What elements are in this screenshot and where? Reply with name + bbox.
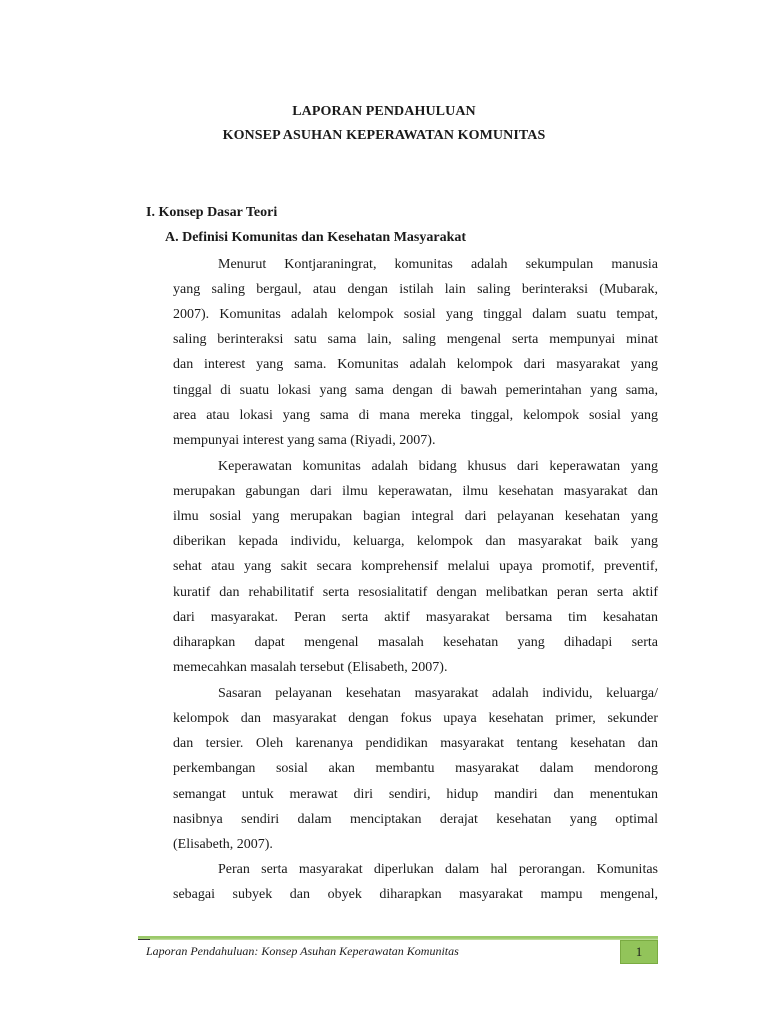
document-title: LAPORAN PENDAHULUAN [292, 104, 476, 119]
paragraph-line: Keperawatan komunitas adalah bidang khusus dari keperawatan yang [218, 459, 658, 474]
paragraph-line: Sasaran pelayanan kesehatan masyarakat adalah individu, keluarga/ [218, 686, 658, 701]
paragraph-line: perkembangan sosial akan membantu masyarakat dalam mendorong [173, 761, 658, 776]
paragraph-line: diharapkan dapat mengenal masalah kesehatan yang dihadapi serta [173, 635, 658, 650]
paragraph-line: tinggal di suatu lokasi yang sama dengan di bawah pemerintahan yang sama, [173, 383, 658, 398]
document-subtitle: KONSEP ASUHAN KEPERAWATAN KOMUNITAS [222, 128, 546, 143]
paragraph-line: yang saling bergaul, atau dengan istilah lain saling berinteraksi (Mubarak, [173, 282, 658, 297]
paragraph-line: kelompok dan masyarakat dengan fokus upaya kesehatan primer, sekunder [173, 711, 658, 726]
paragraph-line: 2007). Komunitas adalah kelompok sosial yang tinggal dalam suatu tempat, [173, 307, 658, 322]
paragraph-line: Menurut Kontjaraningrat, komunitas adalah sekumpulan manusia [218, 257, 658, 272]
paragraph-line: sebagai subyek dan obyek diharapkan masyarakat mampu mengenal, [173, 887, 658, 902]
paragraph-line: sehat atau yang sakit secara komprehensif melalui upaya promotif, preventif, [173, 559, 658, 574]
footer-rule-tick [138, 939, 150, 940]
paragraph-line: Peran serta masyarakat diperlukan dalam hal perorangan. Komunitas [218, 862, 658, 877]
paragraph-line: dan tersier. Oleh karenanya pendidikan masyarakat tentang kesehatan dan [173, 736, 658, 751]
subsection-heading: A. Definisi Komunitas dan Kesehatan Masyarakat [165, 230, 467, 245]
paragraph-line: kuratif dan rehabilitatif serta resosialitatif dengan melibatkan peran serta aktif [173, 585, 658, 600]
paragraph-line: ilmu sosial yang merupakan bagian integral dari pelayanan kesehatan yang [173, 509, 658, 524]
paragraph-line: semangat untuk merawat diri sendiri, hidup mandiri dan menentukan [173, 787, 658, 802]
paragraph-line: memecahkan masalah tersebut (Elisabeth, 2007). [173, 660, 448, 675]
footer-rule [138, 936, 658, 940]
paragraph-line: dan interest yang sama. Komunitas adalah kelompok dari masyarakat yang [173, 357, 658, 372]
paragraph-line: diberikan kepada individu, keluarga, kelompok dan masyarakat baik yang [173, 534, 658, 549]
page-number: 1 [620, 940, 658, 964]
paragraph-line: dari masyarakat. Peran serta aktif masyarakat bersama tim kesahatan [173, 610, 658, 625]
footer-title: Laporan Pendahuluan: Konsep Asuhan Keperawatan Komunitas [146, 944, 459, 958]
paragraph-line: nasibnya sendiri dalam menciptakan derajat kesehatan yang optimal [173, 812, 658, 827]
section-heading: I. Konsep Dasar Teori [146, 205, 278, 220]
paragraph-line: area atau lokasi yang sama di mana mereka tinggal, kelompok sosial yang [173, 408, 658, 423]
paragraph-line: saling berinteraksi satu sama lain, saling mengenal serta mempunyai minat [173, 332, 658, 347]
paragraph-line: (Elisabeth, 2007). [173, 837, 273, 852]
paragraph-line: merupakan gabungan dari ilmu keperawatan, ilmu kesehatan masyarakat dan [173, 484, 658, 499]
paragraph-line: mempunyai interest yang sama (Riyadi, 2007). [173, 433, 436, 448]
